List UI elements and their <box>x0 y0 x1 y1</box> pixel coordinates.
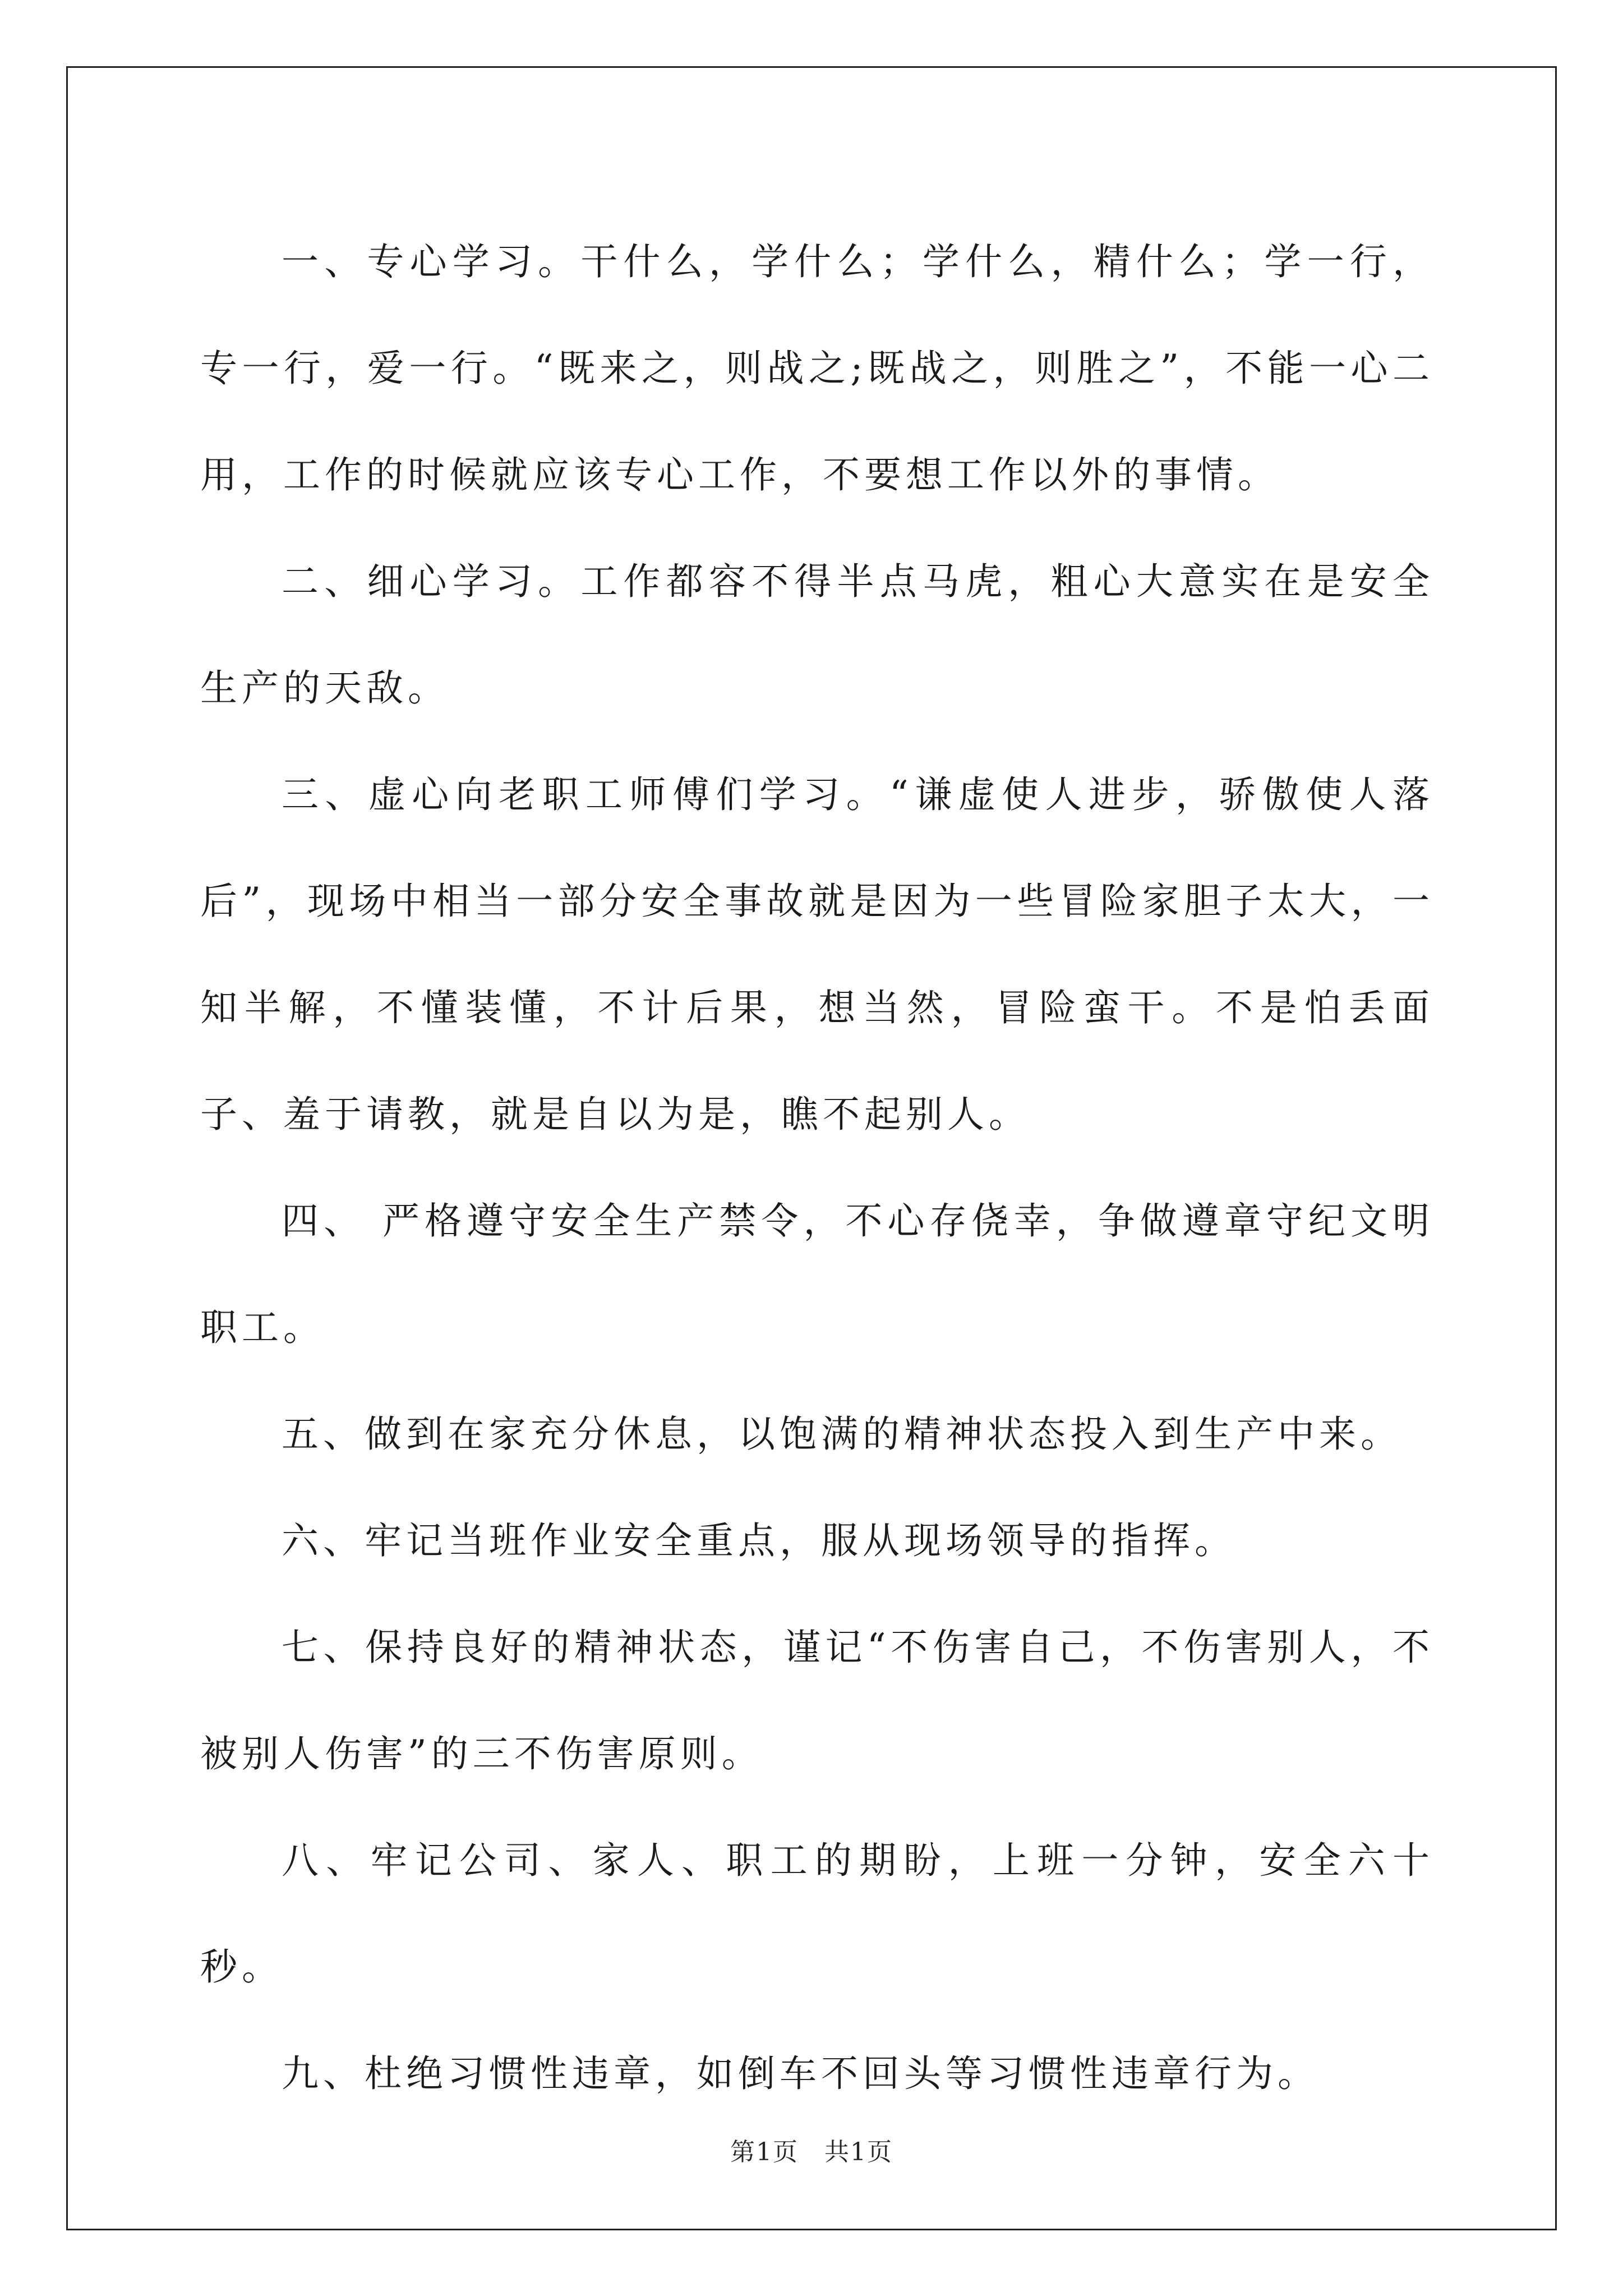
paragraph-6: 六、牢记当班作业安全重点，服从现场领导的指挥。 <box>282 1519 1236 1562</box>
paragraph-2: 二、细心学习。工作都容不得半点马虎，粗心大意实在是安全生产的天敌。 <box>200 560 1434 710</box>
paragraph-9: 九、杜绝习惯性违章，如倒车不回头等习惯性违章行为。 <box>282 2052 1319 2095</box>
paragraph-5: 五、做到在家充分休息，以饱满的精神状态投入到生产中来。 <box>282 1412 1402 1456</box>
paragraph-4: 四、 严格遵守安全生产禁令，不心存侥幸，争做遵章守纪文明职工。 <box>200 1199 1434 1349</box>
paragraph-8: 八、牢记公司、家人、职工的期盼，上班一分钟，安全六十秒。 <box>200 1839 1434 1989</box>
paragraph-7: 七、保持良好的精神状态，谨记“不伤害自己，不伤害别人，不被别人伤害”的三不伤害原则。 <box>200 1626 1434 1775</box>
document-body <box>200 209 1434 2127</box>
paragraph-1: 一、专心学习。干什么，学什么；学什么，精什么；学一行，专一行，爱一行。“既来之，则战之;既战之，则胜之”，不能一心二用，工作的时候就应该专心工作，不要想工作以外的事情。 <box>200 240 1434 496</box>
page-number-footer: 第1页 共1页 <box>730 2138 893 2166</box>
paragraph-3: 三、虚心向老职工师傅们学习。“谦虚使人进步，骄傲使人落后”，现场中相当一部分安全事故就是因为一些冒险家胆子太大，一知半解，不懂装懂，不计后果，想当然，冒险蛮干。不是怕丢面子、羞于请教，就是自以为是，瞧不起别人。 <box>200 773 1434 1136</box>
